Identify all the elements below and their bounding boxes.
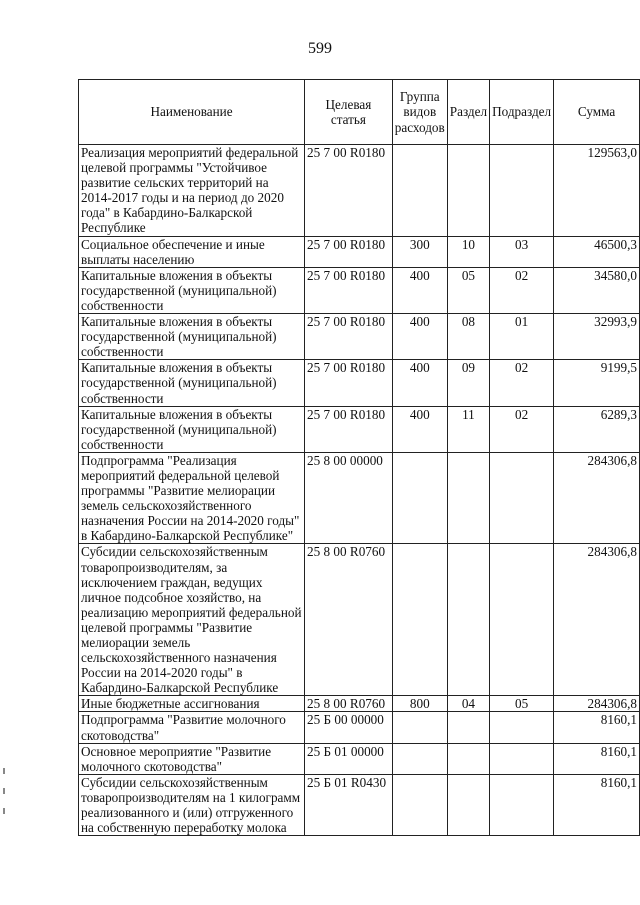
- cell-name: Подпрограмма "Развитие молочного скотоводства": [79, 712, 305, 743]
- table-row: [79, 544, 640, 696]
- cell-name: Иные бюджетные ассигнования: [79, 696, 305, 712]
- cell-section: 09: [447, 360, 489, 406]
- cell-group: 300: [392, 236, 447, 267]
- cell-name: Капитальные вложения в объекты государственной (муниципальной) собственности: [79, 360, 305, 406]
- cell-sum: 9199,5: [554, 360, 640, 406]
- table-row: [79, 236, 640, 267]
- cell-sum: 284306,8: [554, 544, 640, 696]
- table-row: [79, 267, 640, 313]
- cell-sum: 8160,1: [554, 743, 640, 774]
- header-section: Раздел: [447, 80, 489, 145]
- table-row: [79, 452, 640, 544]
- header-sum: Сумма: [554, 80, 640, 145]
- header-subsection: Подраздел: [490, 80, 554, 145]
- table-row: [79, 314, 640, 360]
- cell-section: 04: [447, 696, 489, 712]
- cell-section: [447, 712, 489, 743]
- cell-name: Социальное обеспечение и иные выплаты населению: [79, 236, 305, 267]
- cell-subsection: 02: [490, 267, 554, 313]
- cell-section: [447, 544, 489, 696]
- cell-target: 25 Б 01 00000: [305, 743, 393, 774]
- cell-subsection: 02: [490, 406, 554, 452]
- cell-subsection: [490, 544, 554, 696]
- cell-section: [447, 452, 489, 544]
- table-row: [79, 743, 640, 774]
- cell-section: 05: [447, 267, 489, 313]
- header-name: Наименование: [79, 80, 305, 145]
- margin-tick: [3, 768, 5, 774]
- cell-subsection: [490, 145, 554, 237]
- table-row: [79, 774, 640, 835]
- cell-target: 25 Б 00 00000: [305, 712, 393, 743]
- cell-section: 10: [447, 236, 489, 267]
- cell-section: [447, 743, 489, 774]
- cell-target: 25 8 00 R0760: [305, 544, 393, 696]
- cell-subsection: [490, 452, 554, 544]
- cell-group: 400: [392, 360, 447, 406]
- cell-group: [392, 544, 447, 696]
- cell-target: 25 7 00 R0180: [305, 360, 393, 406]
- cell-name: Капитальные вложения в объекты государственной (муниципальной) собственности: [79, 406, 305, 452]
- table-row: [79, 696, 640, 712]
- cell-subsection: [490, 774, 554, 835]
- cell-target: 25 7 00 R0180: [305, 236, 393, 267]
- cell-target: 25 8 00 R0760: [305, 696, 393, 712]
- cell-name: Основное мероприятие "Развитие молочного скотоводства": [79, 743, 305, 774]
- cell-target: 25 Б 01 R0430: [305, 774, 393, 835]
- cell-group: 400: [392, 406, 447, 452]
- cell-section: [447, 145, 489, 237]
- table-row: [79, 406, 640, 452]
- cell-sum: 8160,1: [554, 712, 640, 743]
- cell-sum: 284306,8: [554, 452, 640, 544]
- cell-sum: 34580,0: [554, 267, 640, 313]
- cell-name: Подпрограмма "Реализация мероприятий федеральной целевой программы "Развитие мелиорации земель сельскохозяйственного назначения России на 2014-2020 годы" в Кабардино-Балкарской Республике": [79, 452, 305, 544]
- cell-name: Субсидии сельскохозяйственным товаропроизводителям, за исключением граждан, ведущих личное подсобное хозяйство, на реализацию мероприятий федеральной целевой программы "Развитие мелиорации земель сельскохозяйственного назначения России на 2014-2020 годы" в Кабардино-Балкарской Республике: [79, 544, 305, 696]
- cell-target: 25 7 00 R0180: [305, 145, 393, 237]
- cell-section: [447, 774, 489, 835]
- cell-group: [392, 712, 447, 743]
- cell-name: Субсидии сельскохозяйственным товаропроизводителям на 1 килограмм реализованного и (или) отгруженного на собственную переработку молока: [79, 774, 305, 835]
- table-header-row: [79, 80, 640, 145]
- cell-subsection: [490, 743, 554, 774]
- table-body: [79, 145, 640, 836]
- cell-section: 08: [447, 314, 489, 360]
- cell-target: 25 8 00 00000: [305, 452, 393, 544]
- cell-group: 400: [392, 267, 447, 313]
- cell-group: [392, 774, 447, 835]
- cell-group: [392, 743, 447, 774]
- cell-group: 400: [392, 314, 447, 360]
- cell-target: 25 7 00 R0180: [305, 406, 393, 452]
- header-group: Группа видов расходов: [392, 80, 447, 145]
- cell-subsection: 03: [490, 236, 554, 267]
- table-row: [79, 360, 640, 406]
- cell-subsection: 01: [490, 314, 554, 360]
- cell-target: 25 7 00 R0180: [305, 267, 393, 313]
- budget-table: [78, 79, 640, 836]
- cell-target: 25 7 00 R0180: [305, 314, 393, 360]
- margin-tick: [3, 788, 5, 794]
- cell-sum: 8160,1: [554, 774, 640, 835]
- page-number: 599: [308, 40, 332, 57]
- cell-sum: 46500,3: [554, 236, 640, 267]
- table-row: [79, 145, 640, 237]
- cell-sum: 32993,9: [554, 314, 640, 360]
- cell-sum: 129563,0: [554, 145, 640, 237]
- cell-group: [392, 452, 447, 544]
- cell-group: 800: [392, 696, 447, 712]
- cell-group: [392, 145, 447, 237]
- cell-sum: 284306,8: [554, 696, 640, 712]
- margin-tick: [3, 808, 5, 814]
- cell-subsection: [490, 712, 554, 743]
- header-target: Целевая статья: [305, 80, 393, 145]
- cell-name: Реализация мероприятий федеральной целевой программы "Устойчивое развитие сельских территорий на 2014-2017 годы и на период до 2020 года" в Кабардино-Балкарской Республике: [79, 145, 305, 237]
- cell-subsection: 02: [490, 360, 554, 406]
- cell-name: Капитальные вложения в объекты государственной (муниципальной) собственности: [79, 267, 305, 313]
- cell-section: 11: [447, 406, 489, 452]
- cell-sum: 6289,3: [554, 406, 640, 452]
- cell-name: Капитальные вложения в объекты государственной (муниципальной) собственности: [79, 314, 305, 360]
- table-row: [79, 712, 640, 743]
- cell-subsection: 05: [490, 696, 554, 712]
